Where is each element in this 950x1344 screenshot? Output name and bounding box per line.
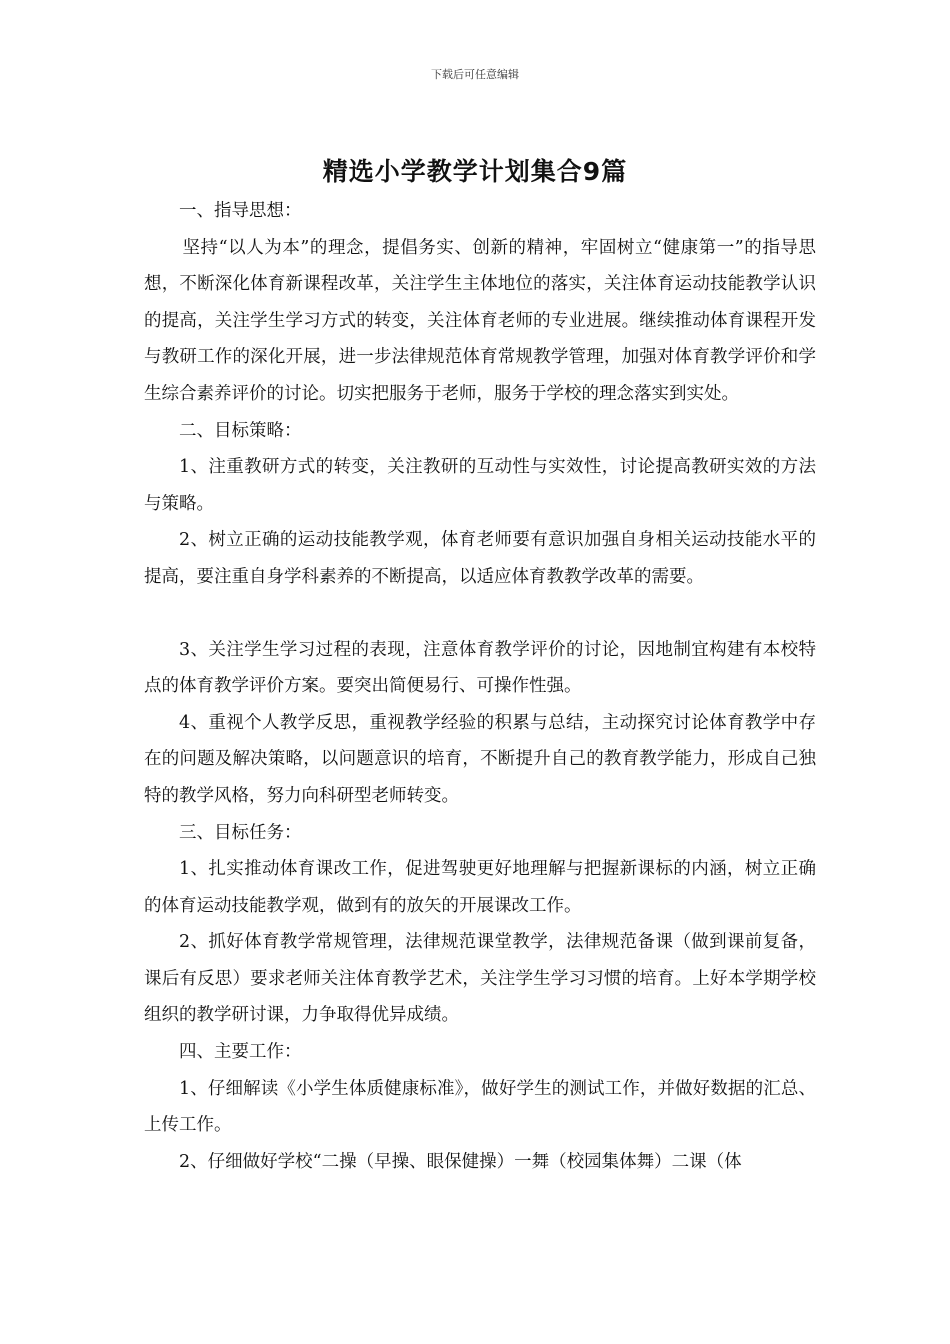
paragraph-strategy-2: 2、树立正确的运动技能教学观，体育老师要有意识加强自身相关运动技能水平的提高，要注重自身学科素养的不断提高，以适应体育教教学改革的需要。 [144, 530, 816, 587]
document-body [144, 193, 816, 1180]
section-heading-goal-task: 三、目标任务： [179, 822, 302, 843]
document-title: 精选小学教学计划集合9篇 [322, 157, 628, 186]
section-heading-main-work: 四、主要工作： [179, 1042, 302, 1063]
paragraph-guiding-thought: 坚持“以人为本”的理念，提倡务实、创新的精神，牢固树立“健康第一”的指导思想，不断深化体育新课程改革，关注学生主体地位的落实，关注体育运动技能教学认识的提高，关注学生学习方式的转变，关注体育老师的专业进展。继续推动体育课程开发与教研工作的深化开展，进一步法律规范体育常规教学管理，加强对体育教学评价和学生综合素养评价的讨论。切实把服务于老师，服务于学校的理念落实到实处。 [144, 237, 816, 404]
header-note: 下载后可任意编辑 [431, 68, 519, 81]
paragraph-work-2: 2、仔细做好学校“二操（早操、眼保健操）一舞（校园集体舞）二课（体 [179, 1151, 742, 1172]
paragraph-task-2: 2、抓好体育教学常规管理，法律规范课堂教学，法律规范备课（做到课前复备，课后有反思）要求老师关注体育教学艺术，关注学生学习习惯的培育。上好本学期学校组织的教学研讨课，力争取得优异成绩。 [144, 932, 816, 1026]
paragraph-task-1: 1、扎实推动体育课改工作，促进驾驶更好地理解与把握新课标的内涵，树立正确的体育运动技能教学观，做到有的放矢的开展课改工作。 [144, 859, 816, 916]
section-heading-goal-strategy: 二、目标策略： [179, 420, 302, 441]
paragraph-strategy-3: 3、关注学生学习过程的表现，注意体育教学评价的讨论，因地制宜构建有本校特点的体育教学评价方案。要突出简便易行、可操作性强。 [144, 639, 816, 697]
paragraph-strategy-4: 4、重视个人教学反思，重视教学经验的积累与总结，主动探究讨论体育教学中存在的问题及解决策略，以问题意识的培育，不断提升自己的教育教学能力，形成自己独特的教学风格，努力向科研型老师转变。 [144, 712, 816, 806]
paragraph-work-1: 1、仔细解读《小学生体质健康标准》，做好学生的测试工作，并做好数据的汇总、上传工作。 [144, 1078, 816, 1136]
section-heading-guiding-thought: 一、指导思想： [179, 201, 302, 221]
paragraph-strategy-1: 1、注重教研方式的转变，关注教研的互动性与实效性，讨论提高教研实效的方法与策略。 [144, 457, 816, 514]
paragraph-gap [144, 596, 816, 632]
